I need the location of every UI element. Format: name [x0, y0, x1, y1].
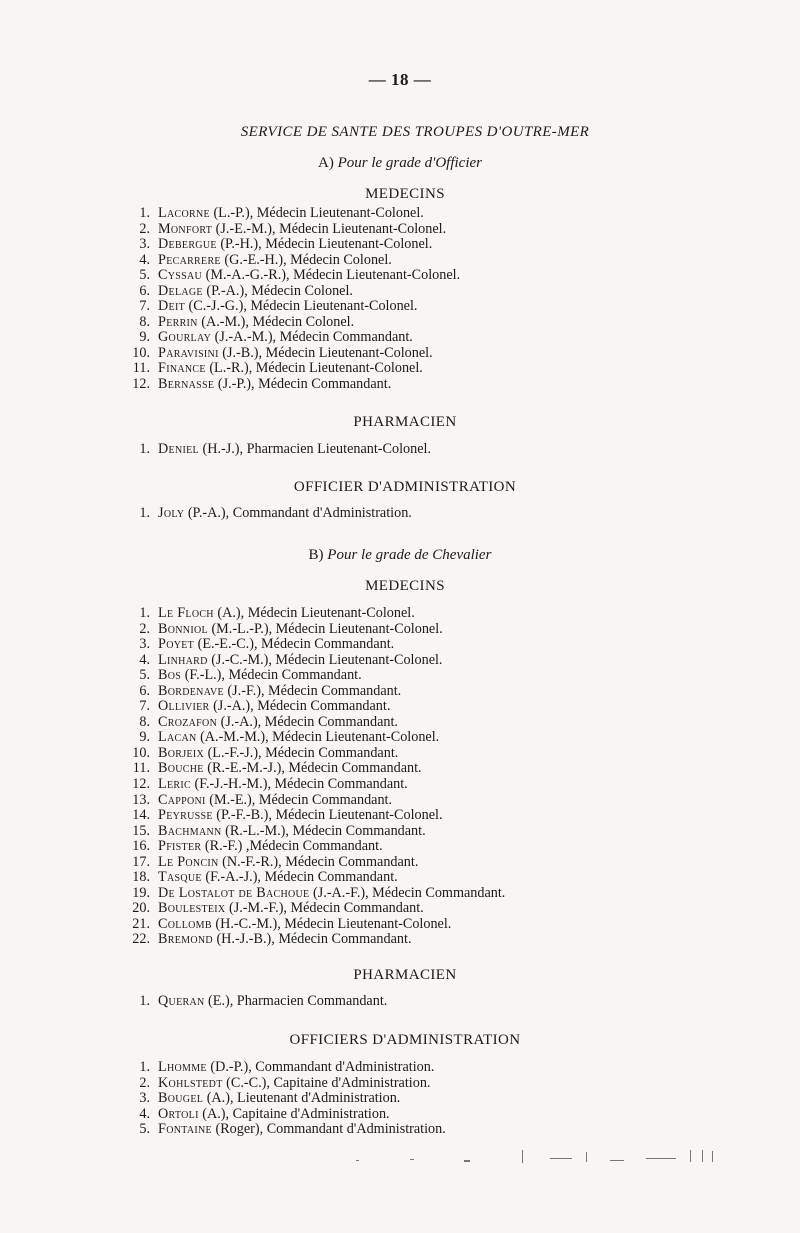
list-item	[128, 761, 505, 777]
entry-surname: Bremond	[158, 931, 213, 948]
list-item	[128, 206, 460, 222]
section-heading-text: Pour le grade de Chevalier	[327, 547, 492, 563]
entry-details: (A.), Médecin Lieutenant-Colonel.	[213, 605, 415, 621]
entry-number: 2.	[139, 220, 150, 237]
entry-number: 1.	[139, 441, 150, 457]
entry-surname: Fontaine	[158, 1121, 212, 1138]
entry-number: 4.	[139, 251, 150, 268]
entry-number: 1.	[139, 1059, 150, 1075]
entry-surname: Lacorne	[158, 205, 210, 221]
entry-surname: Finance	[158, 360, 206, 377]
entry-number: 1.	[139, 993, 150, 1009]
entry-surname: Capponi	[158, 791, 206, 808]
entry-details: (E.), Pharmacien Commandant.	[204, 993, 388, 1009]
entry-number: 21.	[132, 915, 150, 932]
entry-details: (A.), Lieutenant d'Administration.	[203, 1090, 401, 1107]
list-item	[128, 442, 431, 458]
entry-number: 5.	[139, 667, 150, 684]
list-medecins-chevalier	[128, 606, 505, 948]
entry-number: 7.	[139, 698, 150, 715]
list-item	[128, 901, 505, 917]
entry-details: (J.-F.), Médecin Commandant.	[223, 682, 402, 699]
group-title-pharmacien-officier: PHARMACIEN	[353, 414, 457, 430]
entry-surname: Delage	[158, 282, 203, 299]
entry-number: 10.	[132, 344, 150, 361]
entry-details: (M.-E.), Médecin Commandant.	[205, 791, 393, 808]
list-item	[128, 653, 505, 669]
entry-details: (C.-J.-G.), Médecin Lieutenant-Colonel.	[185, 298, 418, 315]
entry-surname: Collomb	[158, 915, 212, 932]
list-item	[128, 839, 505, 855]
entry-surname: Monfort	[158, 220, 213, 237]
entry-number: 12.	[132, 376, 150, 393]
entry-surname: Paravisini	[158, 344, 219, 361]
list-item	[128, 777, 505, 793]
entry-number: 7.	[139, 298, 150, 315]
entry-number: 6.	[139, 682, 150, 699]
entry-number: 17.	[132, 853, 150, 870]
entry-number: 3.	[139, 636, 150, 653]
entry-number: 1.	[139, 605, 150, 621]
entry-details: (M.-A.-G.-R.), Médecin Lieutenant-Colonel.	[202, 267, 461, 284]
entry-details: (J.-C.-M.), Médecin Lieutenant-Colonel.	[207, 651, 443, 668]
entry-surname: Joly	[158, 505, 185, 521]
entry-surname: Cyssau	[158, 267, 203, 284]
list-item	[128, 637, 505, 653]
entry-details: (A.-M.-M.), Médecin Lieutenant-Colonel.	[196, 729, 440, 746]
entry-surname: Peyrusse	[158, 807, 213, 824]
list-item	[128, 606, 505, 622]
list-item	[128, 1060, 446, 1076]
entry-details: (J.-M.-F.), Médecin Commandant.	[225, 900, 424, 917]
entry-details: (P.-F.-B.), Médecin Lieutenant-Colonel.	[212, 807, 443, 824]
entry-surname: Kohlstedt	[158, 1074, 223, 1091]
entry-surname: Bouche	[158, 760, 204, 777]
entry-number: 20.	[132, 900, 150, 917]
entry-details: (J.-E.-M.), Médecin Lieutenant-Colonel.	[212, 220, 447, 237]
list-item	[128, 746, 505, 762]
list-item	[128, 932, 505, 948]
entry-details: (R.-F.) ,Médecin Commandant.	[201, 838, 383, 855]
entry-details: (G.-E.-H.), Médecin Colonel.	[220, 251, 392, 268]
entry-surname: Linhard	[158, 651, 208, 668]
entry-details: (H.-J.-B.), Médecin Commandant.	[212, 931, 412, 948]
entry-number: 2.	[139, 1074, 150, 1091]
entry-details: (J.-A.), Médecin Commandant.	[209, 698, 391, 715]
entry-surname: Deit	[158, 298, 185, 315]
list-item	[128, 668, 505, 684]
entry-surname: Le Poncin	[158, 853, 219, 870]
entry-surname: Gourlay	[158, 329, 212, 346]
entry-details: (L.-F.-J.), Médecin Commandant.	[204, 744, 399, 761]
entry-number: 16.	[132, 838, 150, 855]
entry-surname: Debergue	[158, 236, 217, 253]
list-item	[128, 917, 505, 933]
entry-details: (J.-A.-M.), Médecin Commandant.	[211, 329, 413, 346]
section-heading-text: Pour le grade d'Officier	[337, 155, 482, 171]
entry-number: 8.	[139, 313, 150, 330]
entry-details: (F.-J.-H.-M.), Médecin Commandant.	[190, 776, 408, 793]
entry-surname: Ollivier	[158, 698, 210, 715]
group-title-medecins-officier: MEDECINS	[365, 186, 445, 202]
entry-details: (P.-A.), Commandant d'Administration.	[184, 505, 412, 521]
entry-surname: Poyet	[158, 636, 195, 653]
entry-surname: Bougel	[158, 1090, 204, 1107]
entry-number: 13.	[132, 791, 150, 808]
list-item	[128, 730, 505, 746]
group-title-administration-officier: OFFICIER D'ADMINISTRATION	[293, 479, 517, 495]
entry-surname: Deniel	[158, 441, 199, 457]
entry-surname: Boulesteix	[158, 900, 226, 917]
entry-surname: Bos	[158, 667, 182, 684]
entry-surname: Lhomme	[158, 1059, 207, 1075]
entry-details: (M.-L.-P.), Médecin Lieutenant-Colonel.	[207, 620, 443, 637]
entry-details: (R.-L.-M.), Médecin Commandant.	[221, 822, 426, 839]
entry-surname: Pfister	[158, 838, 202, 855]
list-item	[128, 1122, 446, 1138]
entry-surname: Perrin	[158, 313, 198, 330]
list-item	[128, 268, 460, 284]
entry-number: 3.	[139, 236, 150, 253]
entry-details: (H.-J.), Pharmacien Lieutenant-Colonel.	[198, 441, 431, 457]
list-item	[128, 1091, 446, 1107]
list-item	[128, 361, 460, 377]
entry-surname: Bonniol	[158, 620, 208, 637]
entry-number: 14.	[132, 807, 150, 824]
list-item	[128, 315, 460, 331]
entry-number: 5.	[139, 267, 150, 284]
section-a-heading	[0, 155, 800, 172]
entry-details: (J.-B.), Médecin Lieutenant-Colonel.	[218, 344, 433, 361]
list-item	[128, 377, 460, 393]
list-item	[128, 793, 505, 809]
entry-details: (E.-E.-C.), Médecin Commandant.	[194, 636, 395, 653]
service-title: SERVICE DE SANTE DES TROUPES D'OUTRE-MER	[240, 124, 590, 140]
entry-details: (C.-C.), Capitaine d'Administration.	[222, 1074, 431, 1091]
entry-number: 6.	[139, 282, 150, 299]
section-letter: A)	[317, 155, 334, 171]
list-item	[128, 824, 505, 840]
list-item	[128, 330, 460, 346]
entry-number: 11.	[132, 360, 150, 377]
entry-surname: Leric	[158, 776, 191, 793]
list-pharmacien-officier	[128, 442, 431, 458]
entry-surname: Le Floch	[158, 605, 214, 621]
list-item	[128, 855, 505, 871]
entry-details: (H.-C.-M.), Médecin Lieutenant-Colonel.	[211, 915, 452, 932]
section-letter: B)	[308, 547, 324, 563]
entry-surname: Bachmann	[158, 822, 222, 839]
entry-surname: Lacan	[158, 729, 197, 746]
entry-number: 10.	[132, 744, 150, 761]
entry-number: 3.	[139, 1090, 150, 1107]
entry-number: 4.	[139, 1105, 150, 1122]
entry-details: (P.-H.), Médecin Lieutenant-Colonel.	[216, 236, 433, 253]
entry-surname: Borjeix	[158, 744, 205, 761]
entry-surname: Tasque	[158, 869, 202, 886]
entry-details: (P.-A.), Médecin Colonel.	[202, 282, 353, 299]
entry-number: 5.	[139, 1121, 150, 1138]
list-item	[128, 699, 505, 715]
entry-number: 1.	[139, 505, 150, 521]
list-administration-officier	[128, 506, 412, 522]
group-title-pharmacien-chevalier: PHARMACIEN	[353, 967, 457, 983]
list-item	[128, 1107, 446, 1123]
group-title-administration-chevalier: OFFICIERS D'ADMINISTRATION	[289, 1032, 521, 1048]
entry-details: (D.-P.), Commandant d'Administration.	[206, 1059, 435, 1075]
group-title-medecins-chevalier: MEDECINS	[365, 578, 445, 594]
entry-number: 8.	[139, 713, 150, 730]
list-item	[128, 299, 460, 315]
entry-details: (F.-A.-J.), Médecin Commandant.	[201, 869, 398, 886]
entry-number: 22.	[132, 931, 150, 948]
entry-surname: Bernasse	[158, 376, 215, 393]
list-item	[128, 346, 460, 362]
entry-details: (A.-M.), Médecin Colonel.	[197, 313, 355, 330]
entry-details: (J.-P.), Médecin Commandant.	[214, 376, 392, 393]
list-item	[128, 870, 505, 886]
entry-surname: De Lostalot de Bachoue	[158, 884, 310, 901]
list-item	[128, 808, 505, 824]
entry-details: (F.-L.), Médecin Commandant.	[181, 667, 362, 684]
section-b-heading	[0, 547, 800, 564]
entry-details: (L.-P.), Médecin Lieutenant-Colonel.	[209, 205, 424, 221]
entry-number: 9.	[139, 329, 150, 346]
list-item	[128, 1076, 446, 1092]
entry-surname: Ortoli	[158, 1105, 199, 1122]
list-item	[128, 284, 460, 300]
list-item	[128, 886, 505, 902]
entry-surname: Queran	[158, 993, 205, 1009]
entry-surname: Bordenave	[158, 682, 224, 699]
list-pharmacien-chevalier	[128, 994, 387, 1010]
entry-details: (R.-E.-M.-J.), Médecin Commandant.	[203, 760, 422, 777]
entry-surname: Crozafon	[158, 713, 218, 730]
entry-details: (A.), Capitaine d'Administration.	[198, 1105, 390, 1122]
list-item	[128, 222, 460, 238]
list-item	[128, 506, 412, 522]
list-medecins-officier	[128, 206, 460, 393]
scan-specks	[350, 1148, 730, 1168]
entry-surname: Pecarrere	[158, 251, 221, 268]
entry-details: (J.-A.), Médecin Commandant.	[217, 713, 398, 730]
entry-number: 19.	[132, 884, 150, 901]
list-item	[128, 253, 460, 269]
entry-details: (L.-R.), Médecin Lieutenant-Colonel.	[205, 360, 423, 377]
entry-number: 2.	[139, 620, 150, 637]
entry-number: 4.	[139, 651, 150, 668]
list-item	[128, 237, 460, 253]
entry-number: 15.	[132, 822, 150, 839]
entry-number: 1.	[139, 205, 150, 221]
list-administration-chevalier	[128, 1060, 446, 1138]
list-item	[128, 622, 505, 638]
list-item	[128, 715, 505, 731]
entry-number: 18.	[132, 869, 150, 886]
entry-details: (Roger), Commandant d'Administration.	[211, 1121, 446, 1138]
list-item	[128, 994, 387, 1010]
entry-details: (N.-F.-R.), Médecin Commandant.	[218, 853, 419, 870]
list-item	[128, 684, 505, 700]
entry-number: 11.	[132, 760, 150, 777]
entry-number: 12.	[132, 776, 150, 793]
entry-details: (J.-A.-F.), Médecin Commandant.	[309, 884, 506, 901]
page-number: — 18 —	[368, 70, 432, 89]
entry-number: 9.	[139, 729, 150, 746]
